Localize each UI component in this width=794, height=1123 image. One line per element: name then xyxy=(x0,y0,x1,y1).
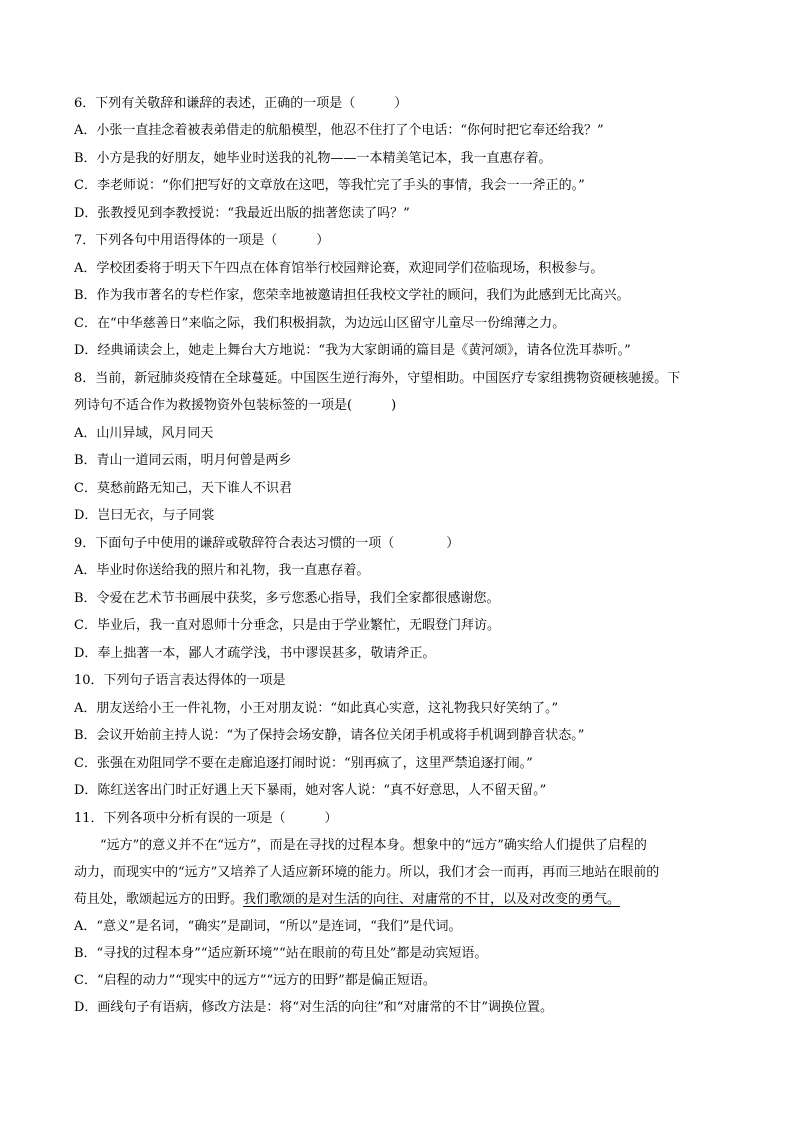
underlined-sentence: 我们歌颂的是对生活的向往、对庸常的不甘，以及对改变的勇气。 xyxy=(243,892,621,907)
question-8-stem-line-1: 8．当前，新冠肺炎疫情在全球蔓延。中国医生逆行海外，守望相助。中国医疗专家组携物资硬核驰援。下 xyxy=(74,371,681,386)
question-9-option-a: A．毕业时你送给我的照片和礼物，我一直惠存着。 xyxy=(74,563,370,578)
question-9-option-c: C．毕业后，我一直对恩师十分垂念，只是由于学业繁忙，无暇登门拜访。 xyxy=(74,618,500,633)
question-8-option-d: D．岂曰无衣，与子同裳 xyxy=(74,508,215,523)
question-11-stem: 11．下列各项中分析有误的一项是（ ） xyxy=(74,811,338,826)
question-7-option-c: C．在“中华慈善日”来临之际，我们积极捐款，为边远山区留守儿童尽一份绵薄之力。 xyxy=(74,316,566,331)
question-6-stem: 6．下列有关敬辞和谦辞的表述，正确的一项是（ ） xyxy=(74,96,408,111)
question-7-stem: 7．下列各句中用语得体的一项是（ ） xyxy=(74,233,330,248)
question-9-option-d: D．奉上拙著一本，鄙人才疏学浅，书中谬误甚多，敬请斧正。 xyxy=(74,646,436,661)
question-11-passage-line-1: “远方”的意义并不在“远方”，而是在寻找的过程本身。想象中的“远方”确实给人们提供了启程的 xyxy=(100,838,647,853)
question-6-option-d: D．张教授见到李教授说：“我最近出版的拙著您读了吗？” xyxy=(74,206,410,221)
question-9-stem: 9．下面句子中使用的谦辞或敬辞符合表达习惯的一项（ ） xyxy=(74,536,460,551)
question-6-option-b: B．小方是我的好朋友，她毕业时送我的礼物——一本精美笔记本，我一直惠存着。 xyxy=(74,151,552,166)
question-11-option-c: C．“启程的动力”“现实中的远方”“远方的田野”都是偏正短语。 xyxy=(74,973,436,988)
question-11-passage-line-2: 动力，而现实中的“远方”又培养了人适应新环境的能力。所以，我们才会一而再，再而三地站在眼前的 xyxy=(74,865,660,880)
question-10-option-b: B．会议开始前主持人说：“为了保持会场安静，请各位关闭手机或将手机调到静音状态。” xyxy=(74,728,585,743)
question-10-option-a: A．朋友送给小王一件礼物，小王对朋友说：“如此真心实意，这礼物我只好笑纳了。” xyxy=(74,701,559,716)
question-11-option-d: D．画线句子有语病，修改方法是：将“对生活的向往”和“对庸常的不甘”调换位置。 xyxy=(74,1000,554,1015)
question-9-option-b: B．令爱在艺术节书画展中获奖，多亏您悉心指导，我们全家都很感谢您。 xyxy=(74,591,500,606)
question-10-option-d: D．陈红送客出门时正好遇上天下暴雨，她对客人说：“真不好意思，人不留天留。” xyxy=(74,783,547,798)
question-8-option-a: A．山川异域，风月同天 xyxy=(74,426,214,441)
question-10-option-c: C．张强在劝阻同学不要在走廊追逐打闹时说：“别再疯了，这里严禁追逐打闹。” xyxy=(74,756,533,771)
question-11-passage-line-3 xyxy=(74,891,734,909)
passage-plain-text: 苟且处，歌颂起远方的田野。 xyxy=(74,892,244,907)
question-7-option-a: A．学校团委将于明天下午四点在体育馆举行校园辩论赛，欢迎同学们莅临现场，积极参与。 xyxy=(74,261,604,276)
question-7-option-d: D．经典诵读会上，她走上舞台大方地说：“我为大家朗诵的篇目是《黄河颂》，请各位洗耳恭听。” xyxy=(74,343,631,358)
question-8-option-c: C．莫愁前路无知己，天下谁人不识君 xyxy=(74,481,292,496)
question-10-stem: 10．下列句子语言表达得体的一项是 xyxy=(74,673,286,688)
question-6-option-a: A．小张一直挂念着被表弟借走的航船模型，他忍不住打了个电话：“你何时把它奉还给我？” xyxy=(74,123,604,138)
question-6-option-c: C．李老师说：“你们把写好的文章放在这吧，等我忙完了手头的事情，我会一一斧正的。” xyxy=(74,178,585,193)
question-11-option-b: B．“寻找的过程本身”“适应新环境”“站在眼前的苟且处”都是动宾短语。 xyxy=(74,946,488,961)
question-8-stem-line-2: 列诗句不适合作为救援物资外包装标签的一项是( ) xyxy=(74,398,397,413)
question-8-option-b: B．青山一道同云雨，明月何曾是两乡 xyxy=(74,453,292,468)
question-7-option-b: B．作为我市著名的专栏作家，您荣幸地被邀请担任我校文学社的顾问，我们为此感到无比高兴。 xyxy=(74,288,630,303)
question-11-option-a: A．“意义”是名词，“确实”是副词，“所以”是连词，“我们”是代词。 xyxy=(74,919,462,934)
